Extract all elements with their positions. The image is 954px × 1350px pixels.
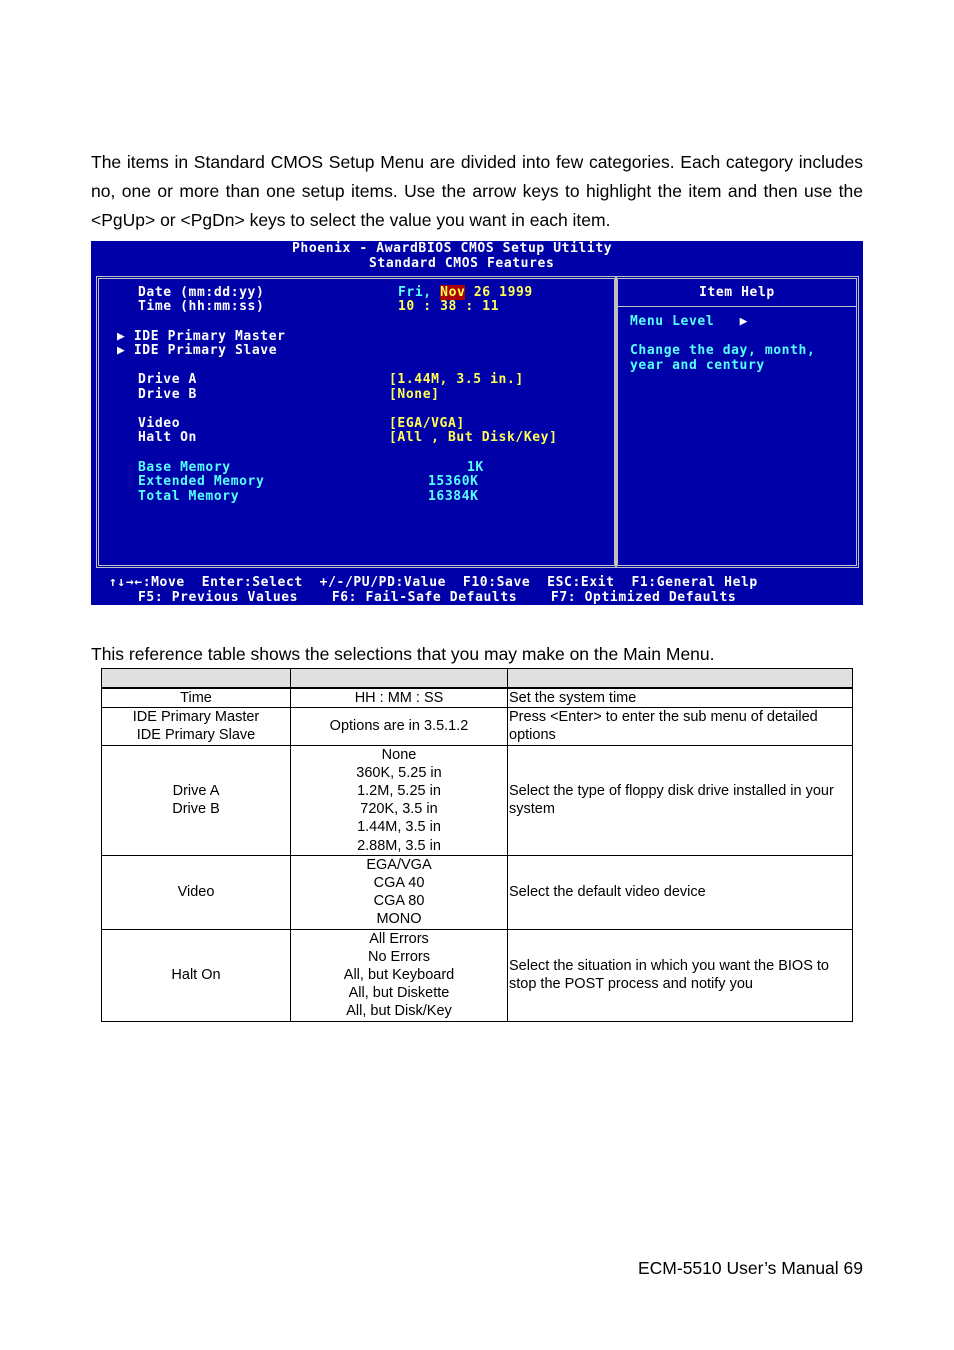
- cell-line: 1.2M, 5.25 in: [357, 783, 441, 800]
- key-legend-line1: ↑↓→←:Move Enter:Select +/-/PU/PD:Value F10:Save ESC:Exit F1:General Help: [109, 575, 758, 590]
- cell-line: All Errors: [369, 930, 429, 947]
- item-help-title: Item Help: [699, 285, 775, 300]
- table-row: [102, 929, 853, 1021]
- item-cell: [102, 745, 291, 855]
- ide-master-label: IDE Primary Master: [133, 329, 286, 344]
- item-cell: [102, 688, 291, 708]
- cell-line: IDE Primary Slave: [136, 727, 256, 744]
- description-cell: Select the type of floppy disk drive installed in your system: [508, 745, 853, 855]
- date-rest: 26 1999: [473, 285, 533, 300]
- intro-paragraph: The items in Standard CMOS Setup Menu are divided into few categories. Each category includes no, one or more than one setup items. Use the arrow keys to highlight the item and then use the <PgUp> or <PgDn> keys to select the value you want in each item.: [91, 152, 863, 230]
- base-memory-label: Base Memory: [138, 460, 231, 475]
- cell-line: Time: [180, 690, 212, 706]
- item-cell: [102, 708, 291, 745]
- table-row: [102, 688, 853, 708]
- cell-line: All, but Diskette: [348, 985, 450, 1002]
- description-cell: Press <Enter> to enter the sub menu of detailed options: [508, 708, 853, 745]
- menu-level-label: Menu Level: [630, 314, 715, 329]
- cell-line: IDE Primary Master: [132, 709, 260, 726]
- description-cell: Set the system time: [508, 688, 853, 708]
- table-row: [102, 708, 853, 745]
- header-cell: [508, 669, 853, 689]
- cell-line: Drive A: [172, 783, 220, 800]
- cell-line: 2.88M, 3.5 in: [357, 837, 441, 854]
- help-divider: [618, 306, 856, 307]
- halt-on-value[interactable]: [All , But Disk/Key]: [389, 430, 558, 445]
- cell-line: 360K, 5.25 in: [356, 764, 442, 781]
- date-value[interactable]: [398, 285, 533, 300]
- drive-b-label[interactable]: Drive B: [138, 387, 197, 402]
- bios-subtitle: Standard CMOS Features: [369, 256, 555, 271]
- cell-line: CGA 80: [373, 893, 425, 910]
- description-cell: Select the situation in which you want the BIOS to stop the POST process and notify you: [508, 929, 853, 1021]
- table-header-row: [102, 669, 853, 689]
- help-text-line1: Change the day, month,: [630, 343, 816, 358]
- cell-line: All, but Disk/Key: [346, 1003, 452, 1020]
- item-cell: [102, 855, 291, 929]
- video-value[interactable]: [EGA/VGA]: [389, 416, 465, 431]
- key-legend-line2: F5: Previous Values F6: Fail-Safe Defaults F7: Optimized Defaults: [138, 590, 737, 605]
- options-cell: [291, 688, 508, 708]
- time-label[interactable]: Time (hh:mm:ss): [138, 299, 265, 314]
- cell-line: All, but Keyboard: [343, 967, 455, 984]
- cell-line: 720K, 3.5 in: [360, 801, 438, 818]
- submenu-arrow-icon: ▶: [117, 329, 126, 344]
- menu-level-arrow-icon: ▶: [739, 314, 748, 329]
- bios-title: Phoenix - AwardBIOS CMOS Setup Utility: [292, 241, 613, 256]
- options-cell: [291, 708, 508, 745]
- cell-line: No Errors: [367, 948, 431, 965]
- options-cell: [291, 855, 508, 929]
- drive-a-label[interactable]: Drive A: [138, 372, 197, 387]
- reference-table: [101, 668, 853, 1022]
- halt-on-label[interactable]: Halt On: [138, 430, 197, 445]
- cell-line: MONO: [376, 911, 422, 928]
- ide-master-item[interactable]: [117, 329, 286, 344]
- bios-screenshot: [91, 241, 863, 605]
- cell-line: Options are in 3.5.1.2: [329, 718, 469, 735]
- page-footer: ECM-5510 User’s Manual 69: [637, 1258, 863, 1278]
- table-row: [102, 855, 853, 929]
- total-memory-value: 16384K: [428, 489, 479, 504]
- cell-line: 1.44M, 3.5 in: [357, 819, 441, 836]
- cell-line: Halt On: [171, 967, 221, 984]
- submenu-arrow-icon: ▶: [117, 343, 126, 358]
- cell-line: Video: [177, 884, 215, 901]
- table-row: [102, 745, 853, 855]
- drive-b-value[interactable]: [None]: [389, 387, 440, 402]
- help-text-line2: year and century: [630, 358, 765, 373]
- extended-memory-value: 15360K: [428, 474, 479, 489]
- table-body: [102, 688, 853, 1021]
- cell-line: CGA 40: [373, 875, 425, 892]
- ide-slave-label: IDE Primary Slave: [133, 343, 278, 358]
- date-month-highlight: Nov: [440, 285, 466, 300]
- description-cell: Select the default video device: [508, 855, 853, 929]
- total-memory-label: Total Memory: [138, 489, 240, 504]
- reference-sentence: This reference table shows the selections that you may make on the Main Menu.: [91, 644, 715, 664]
- options-cell: [291, 745, 508, 855]
- extended-memory-label: Extended Memory: [138, 474, 265, 489]
- base-memory-value: 1K: [467, 460, 484, 475]
- cell-line: HH : MM : SS: [354, 690, 444, 706]
- drive-a-value[interactable]: [1.44M, 3.5 in.]: [389, 372, 524, 387]
- header-cell: [102, 669, 291, 689]
- item-cell: [102, 929, 291, 1021]
- date-day: Fri,: [398, 285, 432, 300]
- video-label[interactable]: Video: [138, 416, 181, 431]
- menu-level: [630, 314, 748, 329]
- cell-line: EGA/VGA: [366, 856, 432, 873]
- header-cell: [291, 669, 508, 689]
- cell-line: Drive B: [172, 801, 220, 818]
- date-label[interactable]: Date (mm:dd:yy): [138, 285, 265, 300]
- ide-slave-item[interactable]: [117, 343, 277, 358]
- options-cell: [291, 929, 508, 1021]
- time-value[interactable]: 10 : 38 : 11: [398, 299, 500, 314]
- cell-line: None: [381, 746, 417, 763]
